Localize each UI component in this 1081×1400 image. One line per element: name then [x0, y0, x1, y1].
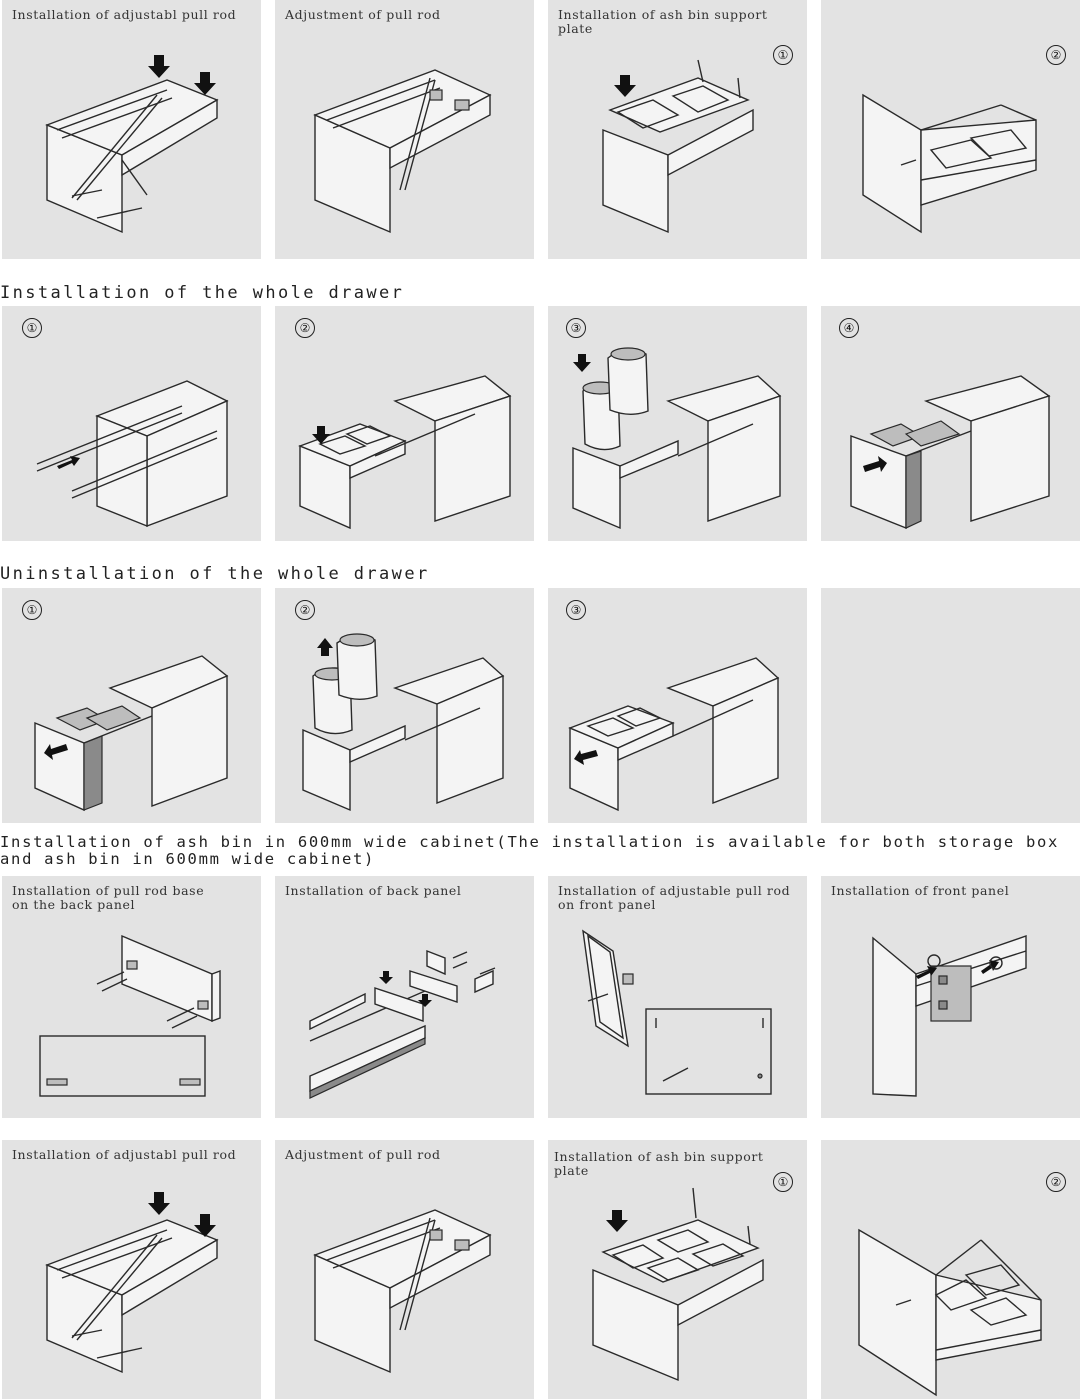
panel-install-pull-rod	[2, 0, 261, 259]
support-plate-illustration	[548, 0, 807, 259]
front-panel-clip-illustration	[821, 876, 1080, 1118]
step-number: ③	[566, 318, 586, 338]
drawer-open-illustration	[2, 588, 261, 823]
panel-title: Installation of ash bin support plate	[554, 1149, 764, 1178]
panel-install-support-plate	[548, 0, 807, 259]
step-number: ②	[295, 600, 315, 620]
panel-adjust-pull-rod-2	[275, 1140, 534, 1399]
panel-support-plate-step2-b	[821, 1140, 1080, 1399]
section-heading-600mm: Installation of ash bin in 600mm wide cabinet(The installation is available for both storage box and ash bin in 600mm wide cabinet)	[0, 833, 1060, 868]
panel-title: Adjustment of pull rod	[285, 1147, 441, 1162]
front-panel-rod-illustration	[548, 876, 807, 1118]
panel-title: Installation of adjustable pull rod on front panel	[558, 883, 791, 912]
panel-uninstall-step3	[548, 588, 807, 823]
back-panel-illustration	[2, 876, 261, 1118]
panel-title: Installation of adjustabl pull rod	[12, 7, 237, 22]
panel-support-plate-step2	[821, 0, 1080, 259]
step-number: ①	[22, 600, 42, 620]
panel-front-panel	[821, 876, 1080, 1118]
section-heading-install: Installation of the whole drawer	[0, 283, 405, 303]
panel-title: Installation of back panel	[285, 883, 462, 898]
step-number: ④	[839, 318, 859, 338]
drawer-pull-rod-illustration-2	[2, 1140, 261, 1399]
drawer-adjust-illustration-2	[275, 1140, 534, 1399]
panel-install-step4	[821, 306, 1080, 541]
step-number: ①	[773, 1172, 793, 1192]
panel-back-panel	[275, 876, 534, 1118]
panel-adjust-pull-rod	[275, 0, 534, 259]
cabinet-rails-illustration	[2, 306, 261, 541]
support-plate-illustration-2	[548, 1140, 807, 1399]
drawer-remove-illustration	[548, 588, 807, 823]
panel-install-step2	[275, 306, 534, 541]
drawer-adjust-illustration	[275, 0, 534, 259]
panel-install-pull-rod-2	[2, 1140, 261, 1399]
step-number: ③	[566, 600, 586, 620]
drawer-side-illustration	[821, 0, 1080, 259]
step-number: ②	[1046, 45, 1066, 65]
panel-uninstall-empty	[821, 588, 1080, 823]
panel-uninstall-step2	[275, 588, 534, 823]
drawer-side-illustration-2	[821, 1140, 1080, 1399]
step-number: ①	[22, 318, 42, 338]
bins-remove-illustration	[275, 588, 534, 823]
panel-title: Installation of ash bin support plate	[558, 7, 768, 36]
drawer-pull-rod-illustration	[2, 0, 261, 259]
panel-install-support-plate-2	[548, 1140, 807, 1399]
section-heading-uninstall: Uninstallation of the whole drawer	[0, 564, 430, 584]
panel-title: Installation of front panel	[831, 883, 1010, 898]
panel-uninstall-step1	[2, 588, 261, 823]
panel-title: Adjustment of pull rod	[285, 7, 441, 22]
step-number: ②	[295, 318, 315, 338]
panel-pull-rod-base	[2, 876, 261, 1118]
rails-back-panel-illustration	[275, 876, 534, 1118]
panel-adjustable-rod-front	[548, 876, 807, 1118]
panel-install-step3	[548, 306, 807, 541]
step-number: ②	[1046, 1172, 1066, 1192]
step-number: ①	[773, 45, 793, 65]
panel-title: Installation of adjustabl pull rod	[12, 1147, 237, 1162]
drawer-insert-illustration	[275, 306, 534, 541]
panel-title: Installation of pull rod base on the back panel	[12, 883, 205, 912]
panel-install-step1	[2, 306, 261, 541]
bins-insert-illustration	[548, 306, 807, 541]
drawer-close-illustration	[821, 306, 1080, 541]
